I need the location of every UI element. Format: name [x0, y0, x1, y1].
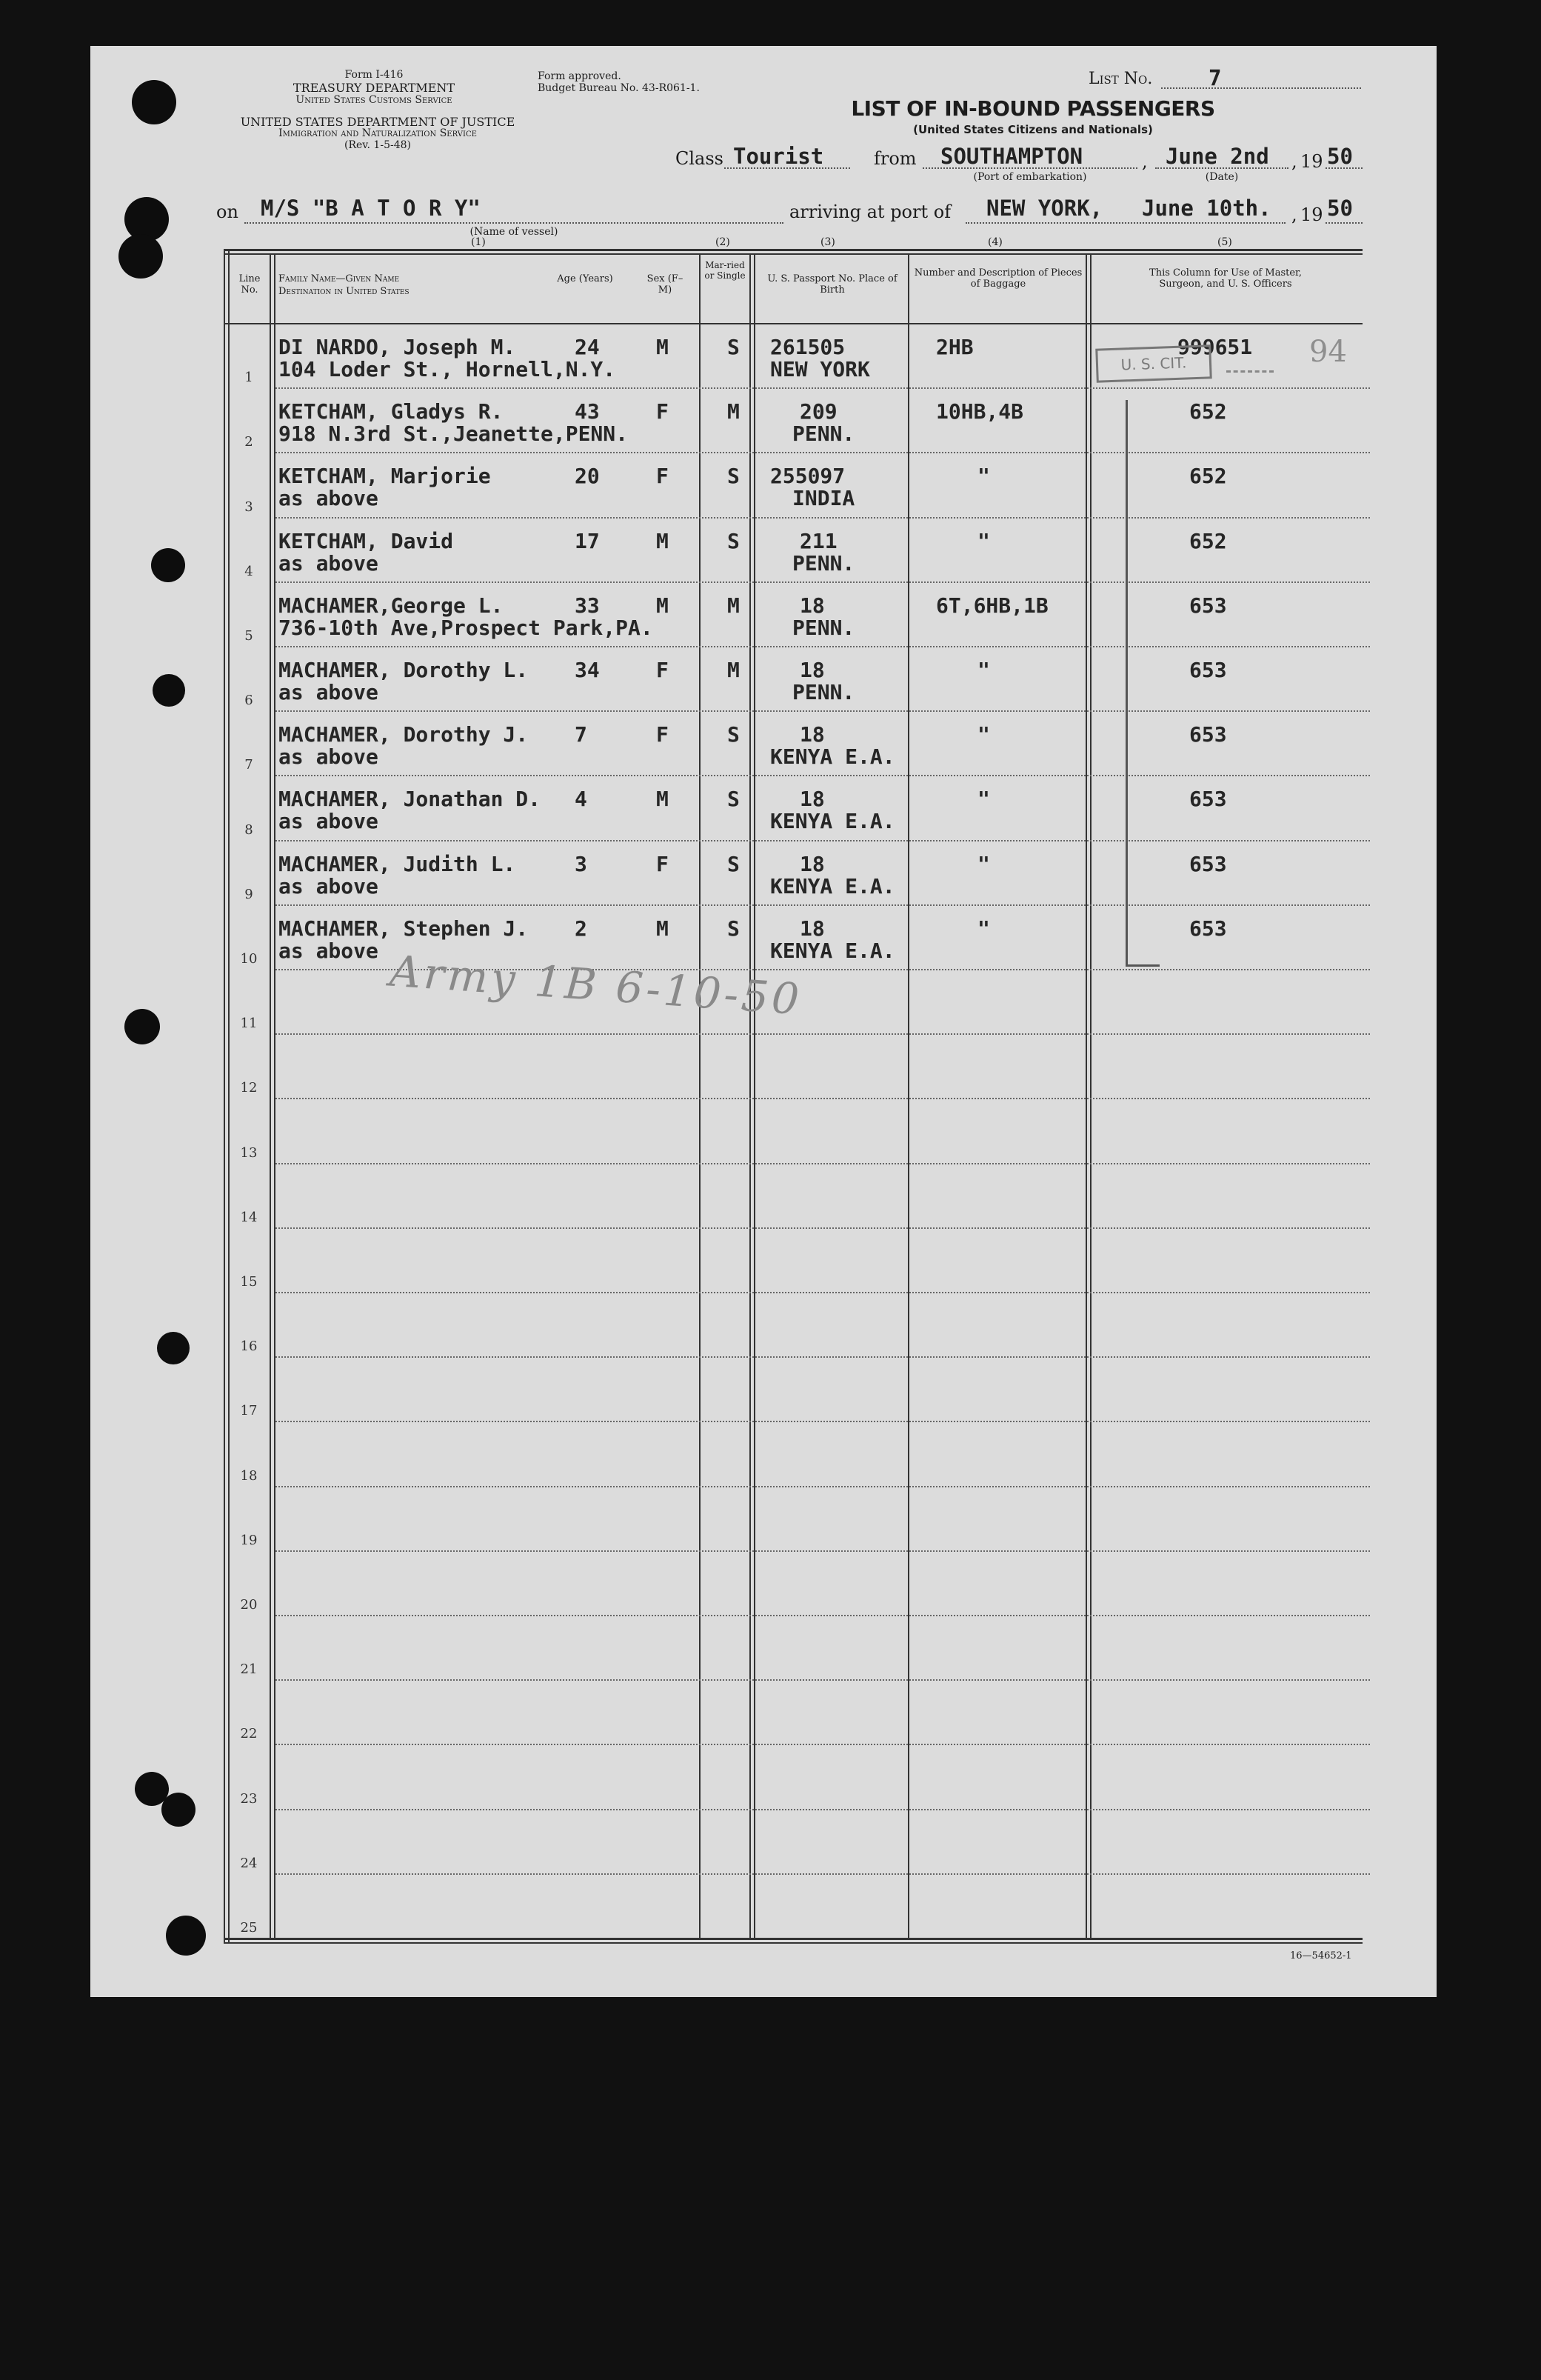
passenger-age: 34: [575, 658, 600, 682]
punch-hole: [151, 548, 185, 582]
col-header-baggage: Number and Description of Pieces of Baggage: [914, 267, 1083, 290]
baggage: ": [977, 916, 990, 941]
baggage: ": [977, 722, 990, 747]
passenger-age: 24: [575, 335, 600, 359]
passenger-marital-status: M: [727, 658, 740, 682]
line-number: 11: [240, 1016, 258, 1031]
baggage: ": [977, 464, 990, 488]
col-header-sex: Sex (F–M): [646, 273, 683, 296]
passport-number: 255097: [770, 464, 846, 488]
list-no-value: 7: [1209, 65, 1222, 90]
line-number: 15: [240, 1274, 258, 1290]
punch-hole: [118, 234, 163, 279]
port-of-embarkation: SOUTHAMPTON: [940, 144, 1083, 169]
passenger-marital-status: M: [727, 399, 740, 424]
passenger-sex: M: [656, 593, 669, 618]
passenger-age: 2: [575, 916, 587, 941]
passenger-sex: M: [656, 529, 669, 553]
passport-number: 18: [800, 787, 825, 811]
passenger-destination: as above: [278, 680, 378, 704]
stamp-text: U. S. CIT.: [1120, 353, 1187, 374]
col-header-destination: Destination in United States: [278, 286, 410, 297]
passport-number: 211: [800, 529, 838, 553]
punch-hole: [166, 1916, 206, 1956]
line-number: 12: [240, 1080, 258, 1096]
baggage: ": [977, 658, 990, 682]
officer-reference: 653: [1189, 852, 1227, 876]
passenger-destination: as above: [278, 809, 378, 833]
line-number: 9: [244, 887, 253, 902]
on-label: on: [216, 201, 238, 222]
punch-hole: [161, 1793, 195, 1827]
punch-hole: [153, 674, 185, 707]
passport-number: 261505: [770, 335, 846, 359]
officer-reference: 653: [1189, 787, 1227, 811]
line-number: 6: [244, 693, 253, 708]
passenger-name: MACHAMER, Judith L.: [278, 852, 516, 876]
class-label: Class: [675, 148, 723, 169]
baggage: 10HB,4B: [936, 399, 1024, 424]
passenger-age: 4: [575, 787, 587, 811]
page-subtitle: (United States Citizens and Nationals): [913, 123, 1153, 136]
col-header-officers: This Column for Use of Master, Surgeon, and U. S. Officers: [1149, 267, 1302, 290]
place-of-birth: PENN.: [792, 680, 855, 704]
passenger-marital-status: S: [727, 529, 740, 553]
col-num-4: (4): [988, 236, 1003, 248]
form-approved: Form approved.: [538, 70, 621, 82]
class-value: Tourist: [733, 144, 824, 169]
doj-label: UNITED STATES DEPARTMENT OF JUSTICE: [240, 115, 515, 129]
line-number: 10: [240, 951, 258, 967]
arrival-date: June 10th.: [1142, 196, 1271, 221]
arrival-year: 50: [1327, 196, 1353, 221]
form-number: Form I-416: [344, 69, 404, 81]
passenger-marital-status: S: [727, 787, 740, 811]
col-num-2: (2): [715, 236, 730, 248]
line-number: 7: [244, 757, 253, 773]
passport-number: 209: [800, 399, 838, 424]
embark-date: June 2nd: [1166, 144, 1269, 169]
passenger-name: KETCHAM, David: [278, 529, 454, 553]
line-number: 23: [240, 1791, 258, 1807]
col-num-5: (5): [1217, 236, 1232, 248]
baggage: 6T,6HB,1B: [936, 593, 1049, 618]
passenger-sex: F: [656, 658, 669, 682]
passenger-sex: F: [656, 399, 669, 424]
line-number: 25: [240, 1920, 258, 1936]
passenger-age: 3: [575, 852, 587, 876]
line-number: 16: [240, 1339, 258, 1354]
passport-number: 18: [800, 593, 825, 618]
passenger-sex: M: [656, 916, 669, 941]
line-number: 14: [240, 1210, 258, 1225]
passenger-sex: F: [656, 852, 669, 876]
passenger-name: KETCHAM, Marjorie: [278, 464, 491, 488]
passenger-name: MACHAMER,George L.: [278, 593, 504, 618]
passenger-name: MACHAMER, Dorothy L.: [278, 658, 529, 682]
place-of-birth: NEW YORK: [770, 357, 870, 381]
officer-reference: 652: [1189, 464, 1227, 488]
col-header-married: Mar-ried or Single: [704, 260, 746, 281]
passenger-destination: 104 Loder St., Hornell,N.Y.: [278, 357, 616, 381]
passenger-destination: as above: [278, 939, 378, 963]
col-header-name: Family Name—Given Name: [278, 273, 400, 284]
customs-label: United States Customs Service: [295, 94, 452, 106]
passenger-destination: as above: [278, 486, 378, 510]
col-num-1: (1): [471, 236, 486, 248]
passenger-sex: M: [656, 335, 669, 359]
punch-hole: [157, 1332, 190, 1364]
line-number: 1: [244, 370, 253, 385]
passenger-destination: 918 N.3rd St.,Jeanette,PENN.: [278, 421, 629, 446]
baggage: ": [977, 852, 990, 876]
line-number: 8: [244, 822, 253, 838]
passenger-marital-status: S: [727, 722, 740, 747]
passenger-sex: F: [656, 464, 669, 488]
passenger-destination: as above: [278, 874, 378, 899]
place-of-birth: PENN.: [792, 551, 855, 576]
place-of-birth: KENYA E.A.: [770, 744, 895, 769]
officer-reference: 653: [1189, 593, 1227, 618]
line-number: 2: [244, 434, 253, 450]
treasury-label: TREASURY DEPARTMENT: [293, 81, 455, 95]
line-number: 4: [244, 564, 253, 579]
passenger-marital-status: S: [727, 916, 740, 941]
us-cit-stamp: [1095, 344, 1212, 382]
place-of-birth: PENN.: [792, 616, 855, 640]
passenger-marital-status: S: [727, 335, 740, 359]
page-title: LIST OF IN-BOUND PASSENGERS: [851, 96, 1215, 121]
list-no-label: List No.: [1089, 70, 1153, 88]
vessel-name: M/S "B A T O R Y": [261, 196, 481, 221]
passenger-marital-status: M: [727, 593, 740, 618]
passenger-marital-status: S: [727, 464, 740, 488]
from-label: from: [874, 148, 917, 169]
line-number: 22: [240, 1726, 258, 1741]
port-of-arrival: NEW YORK,: [986, 196, 1103, 221]
passenger-age: 17: [575, 529, 600, 553]
line-number: 17: [240, 1403, 258, 1419]
line-number: 20: [240, 1597, 258, 1613]
date-caption: (Date): [1205, 171, 1239, 183]
place-of-birth: KENYA E.A.: [770, 939, 895, 963]
passenger-sex: F: [656, 722, 669, 747]
punch-hole: [124, 1009, 160, 1044]
year-prefix: 19: [1300, 151, 1323, 172]
passenger-name: MACHAMER, Stephen J.: [278, 916, 529, 941]
baggage: 2HB: [936, 335, 974, 359]
place-of-birth: KENYA E.A.: [770, 809, 895, 833]
passenger-destination: 736-10th Ave,Prospect Park,PA.: [278, 616, 653, 640]
punch-hole: [132, 80, 176, 124]
officer-reference: 653: [1189, 658, 1227, 682]
passenger-destination: as above: [278, 744, 378, 769]
line-number: 19: [240, 1533, 258, 1548]
passport-number: 18: [800, 916, 825, 941]
passenger-name: KETCHAM, Gladys R.: [278, 399, 504, 424]
arriving-label: arriving at port of: [789, 201, 952, 222]
passenger-name: MACHAMER, Dorothy J.: [278, 722, 529, 747]
passenger-name: DI NARDO, Joseph M.: [278, 335, 516, 359]
col-num-3: (3): [820, 236, 835, 248]
passenger-age: 33: [575, 593, 600, 618]
passenger-sex: M: [656, 787, 669, 811]
passenger-age: 20: [575, 464, 600, 488]
ins-label: Immigration and Naturalization Service: [278, 127, 477, 139]
officer-reference: 652: [1189, 399, 1227, 424]
passenger-age: 43: [575, 399, 600, 424]
officer-reference: 652: [1189, 529, 1227, 553]
passport-number: 18: [800, 852, 825, 876]
footer-code: 16—54652-1: [1290, 1950, 1352, 1961]
passenger-marital-status: S: [727, 852, 740, 876]
baggage: ": [977, 787, 990, 811]
passenger-age: 7: [575, 722, 587, 747]
baggage: ": [977, 529, 990, 553]
port-embark-caption: (Port of embarkation): [973, 171, 1087, 183]
line-number: 13: [240, 1145, 258, 1161]
margin-number: 94: [1309, 335, 1347, 369]
place-of-birth: KENYA E.A.: [770, 874, 895, 899]
embark-year: 50: [1327, 144, 1353, 169]
col-header-passport: U. S. Passport No. Place of Birth: [767, 273, 897, 296]
line-number: 24: [240, 1856, 258, 1871]
budget-bureau: Budget Bureau No. 43-R061-1.: [538, 82, 700, 94]
passenger-destination: as above: [278, 551, 378, 576]
officer-reference: 999651: [1177, 335, 1253, 359]
officer-reference: 653: [1189, 722, 1227, 747]
handwritten-note: Army 1B 6-10-50: [388, 945, 804, 1025]
vessel-caption: (Name of vessel): [469, 226, 558, 238]
line-number: 21: [240, 1661, 258, 1677]
line-number: 5: [244, 628, 253, 644]
revision-label: (Rev. 1-5-48): [344, 139, 411, 151]
line-number: 18: [240, 1468, 258, 1484]
col-header-age: Age (Years): [557, 273, 613, 284]
year-prefix-2: 19: [1300, 204, 1323, 225]
place-of-birth: INDIA: [792, 486, 855, 510]
officer-reference: 653: [1189, 916, 1227, 941]
place-of-birth: PENN.: [792, 421, 855, 446]
passenger-name: MACHAMER, Jonathan D.: [278, 787, 541, 811]
passport-number: 18: [800, 658, 825, 682]
col-header-line: Line No.: [238, 273, 261, 296]
line-number: 3: [244, 499, 253, 515]
passport-number: 18: [800, 722, 825, 747]
